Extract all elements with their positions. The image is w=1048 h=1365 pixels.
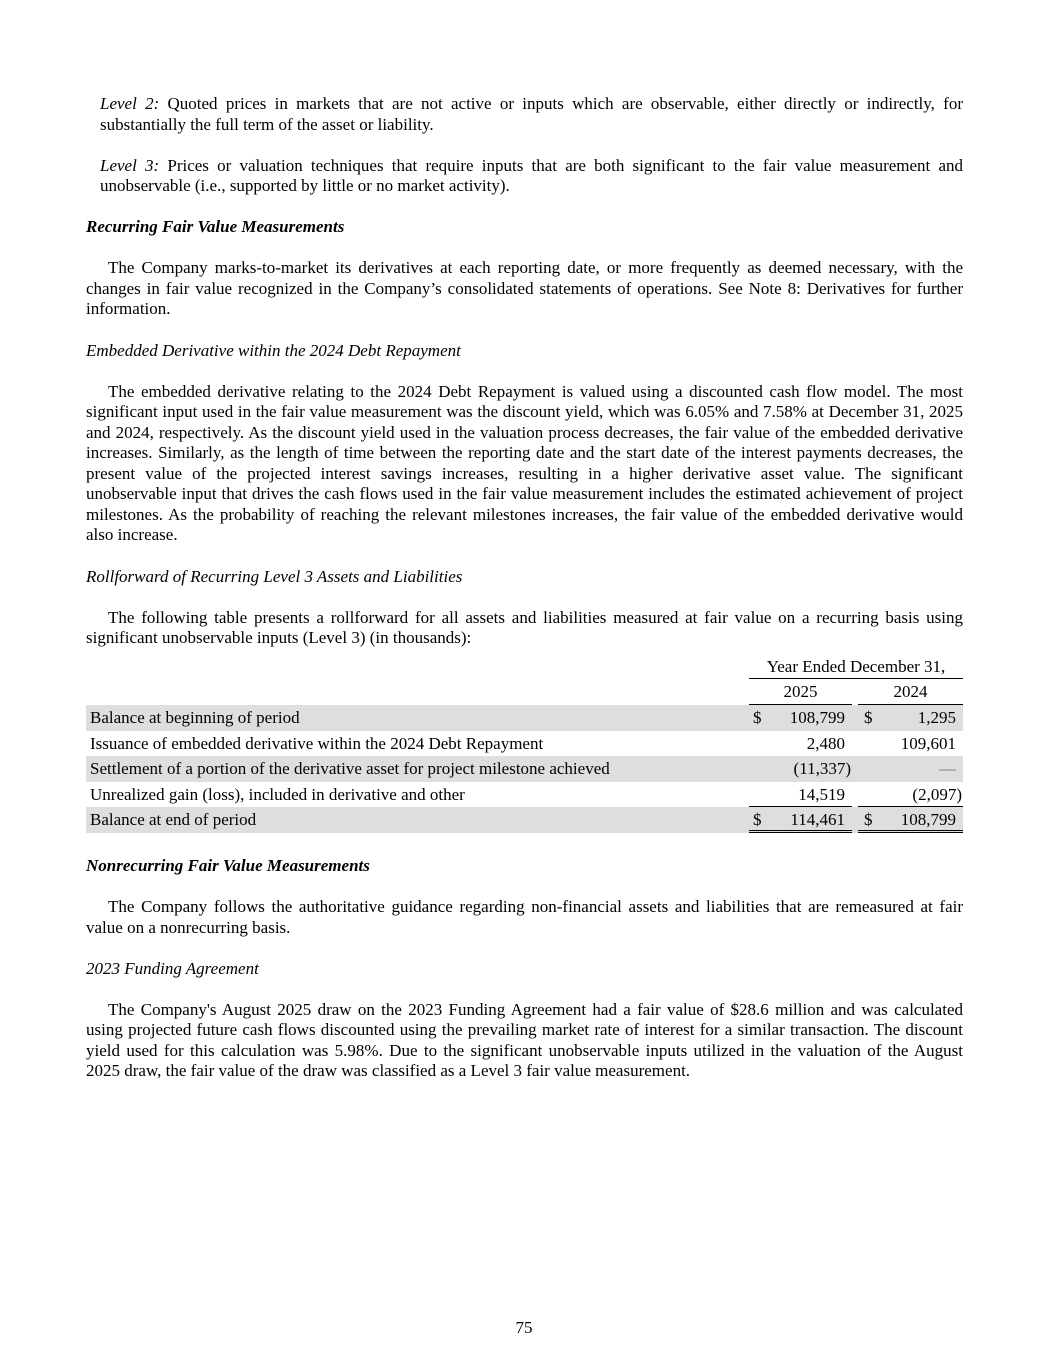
paragraph-line: and 2024, respectively. As the discount yield used in the valuation process decreases, the fair value of the embedded derivative bbox=[86, 422, 963, 442]
value-2025: 114,461 bbox=[768, 807, 852, 833]
paragraph-line: using projected future cash flows discounted using the prevailing market rate of interest for a similar transaction. The discount bbox=[86, 1020, 963, 1040]
value-2024: — bbox=[939, 759, 956, 779]
currency-symbol-2025: $ bbox=[753, 707, 762, 727]
currency-cell-2024 bbox=[858, 756, 877, 782]
page-number: 75 bbox=[515, 1318, 533, 1337]
value-2025: 2,480 bbox=[806, 733, 845, 753]
currency-cell-2025 bbox=[749, 756, 768, 782]
rollforward-intro-paragraph bbox=[86, 608, 963, 649]
currency-symbol-2024: $ bbox=[858, 807, 877, 833]
paragraph-line: present value of the projected interest savings increases, resulting in a higher derivative asset value. The significant bbox=[86, 463, 963, 483]
year-header-2024: 2024 bbox=[858, 679, 963, 705]
nonrecurring-section-heading: Nonrecurring Fair Value Measurements bbox=[86, 855, 370, 875]
recurring-intro-paragraph bbox=[86, 258, 963, 320]
value-2025: (11,337) bbox=[793, 759, 851, 779]
value-2024: 108,799 bbox=[877, 807, 963, 833]
value-2025: 14,519 bbox=[768, 782, 852, 808]
level2-definition bbox=[86, 94, 963, 135]
paragraph-line: significant input used in the fair value measurement was the discount yield, which was 6.05% and 7.58% at December 31, 2025 bbox=[86, 402, 963, 422]
funding-agreement-paragraph bbox=[86, 1000, 963, 1082]
value-2025: 108,799 bbox=[789, 707, 845, 727]
rollforward-subheading: Rollforward of Recurring Level 3 Assets and Liabilities bbox=[86, 566, 463, 586]
paragraph-line: The Company's August 2025 draw on the 2023 Funding Agreement had a fair value of $28.6 million and was calculated bbox=[108, 999, 963, 1019]
level3-label: Level 3: bbox=[100, 155, 160, 175]
value-2024: 1,295 bbox=[917, 707, 956, 727]
level3-rollforward-table bbox=[86, 654, 963, 833]
paragraph-line: increases. Similarly, as the length of time between the reporting date and the start date of the interest payments decreases, the bbox=[86, 443, 963, 463]
currency-cell-2025 bbox=[749, 782, 768, 808]
table-row bbox=[86, 756, 963, 782]
header-spacer bbox=[86, 679, 749, 705]
embedded-derivative-paragraph bbox=[86, 382, 963, 546]
level2-definition-line: substantially the full term of the asset or liability. bbox=[100, 114, 434, 134]
paragraph-line: changes in fair value recognized in the Company’s consolidated statements of operations. See Note 8: Derivatives for further bbox=[86, 278, 963, 298]
document-page bbox=[86, 94, 963, 1102]
currency-symbol-2024: $ bbox=[864, 707, 873, 727]
paragraph-line: information. bbox=[86, 299, 171, 319]
row-label: Balance at end of period bbox=[90, 810, 257, 830]
paragraph-line: value on a nonrecurring basis. bbox=[86, 917, 291, 937]
paragraph-line: The embedded derivative relating to the 2024 Debt Repayment is valued using a discounted cash flow model. The most bbox=[108, 381, 963, 401]
table-row bbox=[86, 705, 963, 731]
table-row bbox=[86, 731, 963, 757]
value-2024: 109,601 bbox=[900, 733, 956, 753]
row-label: Balance at beginning of period bbox=[90, 707, 300, 727]
paragraph-line: The Company marks-to-market its derivatives at each reporting date, or more frequently as deemed necessary, with the bbox=[108, 258, 963, 278]
paragraph-line: The Company follows the authoritative guidance regarding non-financial assets and liabilities that are remeasured at fair bbox=[108, 897, 963, 917]
recurring-section-heading: Recurring Fair Value Measurements bbox=[86, 217, 345, 237]
paragraph-line: unobservable input that drives the cash flows used in the fair value measurement includes the estimated achievement of project bbox=[86, 484, 963, 504]
level3-definition-line bbox=[100, 156, 963, 177]
currency-symbol-2025: $ bbox=[749, 807, 768, 833]
paragraph-line: also increase. bbox=[86, 525, 178, 545]
header-spacer bbox=[86, 654, 749, 680]
table-period-header-row bbox=[86, 654, 963, 680]
paragraph-line: yield used for this calculation was 5.98%. Due to the significant unobservable inputs utilized in the valuation of the August bbox=[86, 1040, 963, 1060]
value-2024: (2,097) bbox=[877, 782, 963, 808]
level3-definition bbox=[86, 156, 963, 197]
funding-agreement-subheading: 2023 Funding Agreement bbox=[86, 958, 259, 978]
level2-text: Quoted prices in markets that are not active or inputs which are observable, either directly or indirectly, for bbox=[167, 94, 963, 113]
year-header-2025: 2025 bbox=[749, 679, 852, 705]
level2-definition-line bbox=[100, 94, 963, 115]
paragraph-line: milestones. As the probability of reaching the relevant milestones increases, the fair value of the embedded derivative would bbox=[86, 504, 963, 524]
level3-definition-line: unobservable (i.e., supported by little or no market activity). bbox=[100, 176, 510, 196]
table-year-header-row bbox=[86, 679, 963, 705]
embedded-derivative-subheading: Embedded Derivative within the 2024 Debt Repayment bbox=[86, 340, 461, 360]
period-header: Year Ended December 31, bbox=[749, 654, 963, 680]
level2-label: Level 2: bbox=[100, 94, 160, 113]
paragraph-line: 2025 draw, the fair value of the draw was classified as a Level 3 fair value measurement. bbox=[86, 1061, 691, 1081]
row-label: Issuance of embedded derivative within the 2024 Debt Repayment bbox=[90, 733, 544, 753]
row-label: Unrealized gain (loss), included in derivative and other bbox=[90, 784, 465, 804]
table-row-total bbox=[86, 807, 963, 833]
currency-cell-2024 bbox=[858, 782, 877, 808]
row-label: Settlement of a portion of the derivative asset for project milestone achieved bbox=[90, 759, 610, 779]
table-row bbox=[86, 782, 963, 808]
paragraph-line: The following table presents a rollforward for all assets and liabilities measured at fair value on a recurring basis using bbox=[108, 607, 963, 627]
nonrecurring-intro-paragraph bbox=[86, 897, 963, 938]
currency-cell-2025 bbox=[749, 731, 768, 757]
level3-text: Prices or valuation techniques that require inputs that are both significant to the fair value measurement and bbox=[167, 155, 963, 175]
paragraph-line: significant unobservable inputs (Level 3) (in thousands): bbox=[86, 628, 472, 648]
currency-cell-2024 bbox=[858, 731, 877, 757]
